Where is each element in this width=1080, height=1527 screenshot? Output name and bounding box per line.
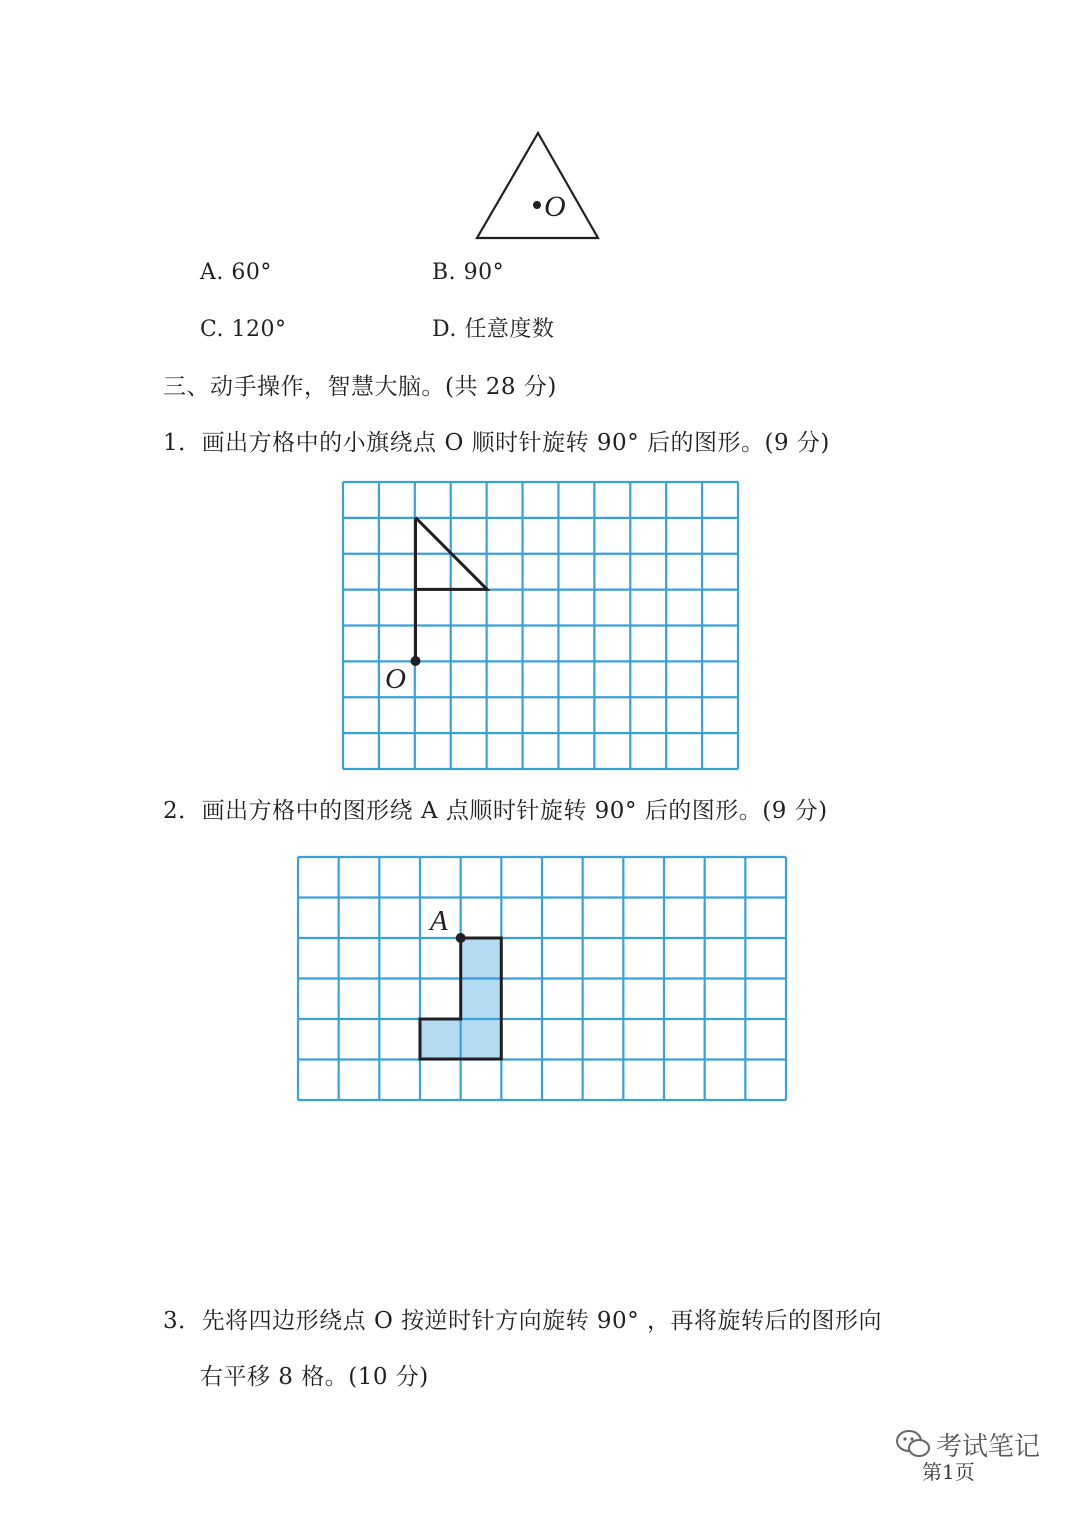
option-b: B. 90° (432, 260, 505, 285)
section-heading: 三、动手操作，智慧大脑。(共 28 分) (163, 374, 557, 400)
rotation-point-o (411, 656, 421, 666)
triangle-figure (470, 128, 610, 244)
q2-grid (296, 855, 790, 1103)
watermark-text: 考试笔记 (936, 1432, 1041, 1462)
q2-point-label: A (430, 905, 448, 937)
question-3-line-1: 3．先将四边形绕点 O 按逆时针方向旋转 90° ，再将旋转后的图形向 (163, 1308, 882, 1334)
option-a: A. 60° (200, 260, 272, 285)
option-c: C. 120° (200, 317, 287, 342)
page-number: 第1页 (922, 1460, 975, 1484)
question-1-text: 1．画出方格中的小旗绕点 O 顺时针旋转 90° 后的图形。(9 分) (163, 430, 830, 456)
triangle-point-label: O (544, 190, 566, 223)
question-3-line-2: 右平移 8 格。(10 分) (200, 1364, 429, 1390)
q1-point-label: O (385, 663, 406, 695)
triangle-shape (477, 133, 598, 238)
q1-grid (340, 480, 742, 772)
option-d: D. 任意度数 (432, 317, 555, 342)
question-2-text: 2．画出方格中的图形绕 A 点顺时针旋转 90° 后的图形。(9 分) (163, 798, 828, 824)
rotation-point-a (456, 933, 466, 943)
center-point (533, 201, 541, 209)
